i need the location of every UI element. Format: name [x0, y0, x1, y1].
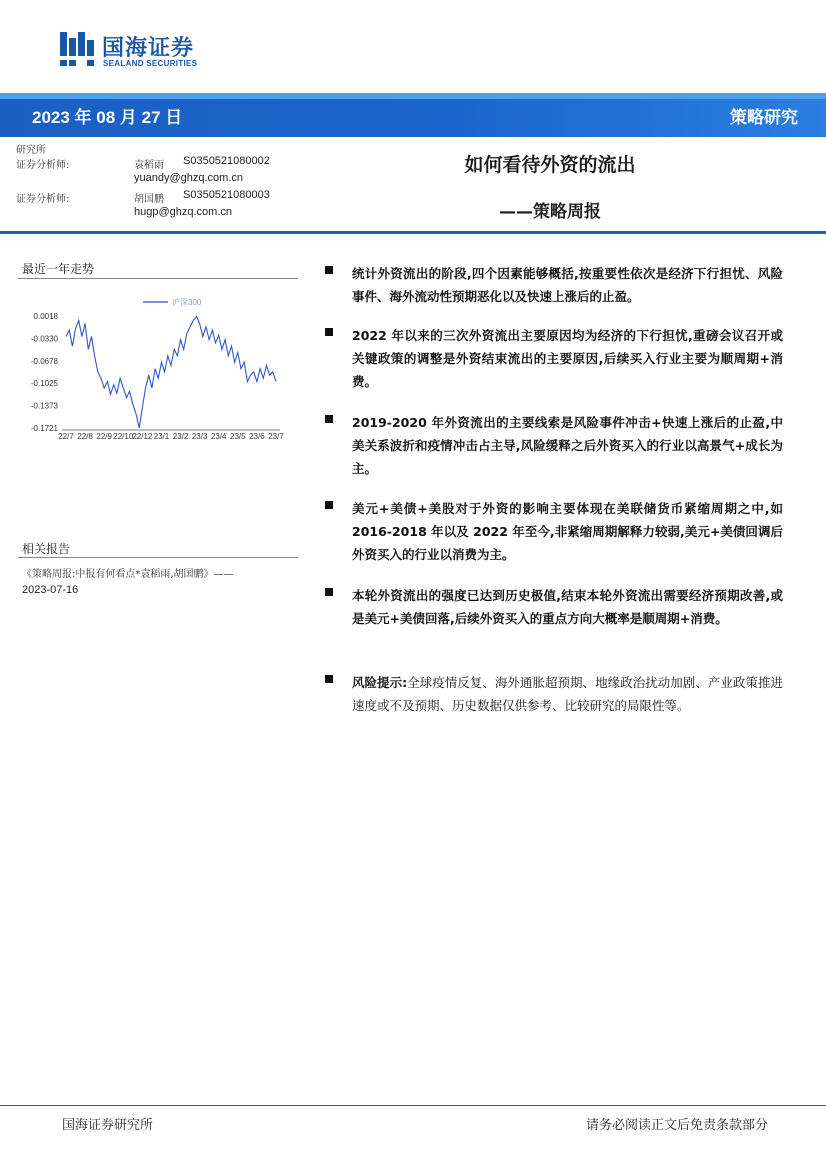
x-tick-label: 23/1	[153, 432, 170, 441]
legend-label: 沪深300	[172, 298, 202, 307]
analyst-email[interactable]: hugp@ghzq.com.cn	[134, 206, 233, 218]
x-tick-label: 22/10	[113, 432, 134, 441]
analyst-role: 证券分析师:	[16, 160, 70, 171]
x-tick-label: 22/8	[77, 432, 93, 441]
banner-stripe	[0, 93, 826, 99]
footer-institute: 国海证券研究所	[62, 1118, 154, 1133]
x-tick-label: 23/2	[172, 432, 189, 441]
report-category: 策略研究	[730, 108, 798, 128]
bullet-square-icon	[325, 328, 333, 336]
bullet-square-icon	[325, 675, 333, 683]
related-report-date: 2023-07-16	[22, 584, 79, 596]
related-report-link[interactable]: 《策略周报:中报有何看点*袁稻雨,胡国鹏》——	[22, 569, 234, 580]
bullet-text: 2019-2020 年外资流出的主要线索是风险事件冲击+快速上涨后的止盈,中美关系波折和疫情冲击占主导,风险缓释之后外资买入的行业以高景气+成长为主。	[352, 415, 783, 476]
brand-logo	[58, 30, 218, 70]
x-tick-labels	[58, 432, 284, 441]
analyst-id: S0350521080002	[183, 155, 270, 167]
y-tick-label: -0.1721	[30, 424, 58, 433]
x-tick-label: 23/6	[249, 432, 265, 441]
related-heading-rule	[18, 557, 298, 558]
trend-heading-rule	[18, 278, 298, 279]
sealand-logo-icon	[58, 30, 96, 68]
x-tick-label: 23/5	[230, 432, 246, 441]
analyst-email[interactable]: yuandy@ghzq.com.cn	[134, 172, 244, 184]
analyst-id: S0350521080003	[183, 189, 270, 201]
brand-name-en: SEALAND SECURITIES	[103, 59, 198, 68]
bullet-text: 风险提示:全球疫情反复、海外通胀超预期、地缘政治扰动加剧、产业政策推进速度或不及预期、历史数据仅供参考、比较研究的局限性等。	[352, 675, 783, 713]
series-line-hs300	[66, 317, 276, 428]
bullet-square-icon	[325, 588, 333, 596]
footer-disclaimer[interactable]: 请务必阅读正文后免责条款部分	[585, 1118, 768, 1133]
x-tick-label: 22/12	[132, 432, 153, 441]
y-tick-label: 0.0018	[33, 312, 58, 321]
trend-chart-svg	[18, 292, 298, 442]
header-divider	[0, 231, 826, 234]
analyst-name: 袁稻雨	[134, 160, 164, 171]
report-subtitle: ——策略周报	[499, 202, 601, 222]
bullet-text: 2022 年以来的三次外资流出主要原因均为经济的下行担忧,重磅会议召开或关键政策的调整是外资结束流出的主要原因,后续买入行业主要为顺周期+消费。	[352, 328, 783, 389]
bullet-text: 美元+美债+美股对于外资的影响主要体现在美联储货币紧缩周期之中,如 2016-2018 年以及 2022 年至今,非紧缩周期解释力较弱,美元+美债回调后外资买入的行业以消费为主。	[352, 501, 783, 562]
report-title: 如何看待外资的流出	[464, 154, 636, 176]
bullet-square-icon	[325, 266, 333, 274]
analyst-name: 胡国鹏	[134, 194, 164, 205]
bullet-square-icon	[325, 415, 333, 423]
y-tick-label: -0.1373	[30, 401, 58, 411]
x-tick-label: 23/3	[191, 432, 208, 441]
y-tick-labels	[31, 312, 59, 433]
y-tick-label: -0.1025	[30, 379, 58, 389]
trend-chart	[18, 292, 298, 442]
bullet-square-icon	[325, 501, 333, 509]
footer-rule	[0, 1105, 826, 1106]
x-tick-label: 22/9	[96, 432, 112, 441]
analyst-role: 证券分析师:	[16, 194, 70, 205]
department: 研究所	[16, 145, 46, 156]
bullet-text: 本轮外资流出的强度已达到历史极值,结束本轮外资流出需要经济预期改善,或是美元+美债回落,后续外资买入的重点方向大概率是顺周期+消费。	[352, 588, 783, 626]
x-tick-label: 23/7	[268, 432, 284, 441]
brand-name-cn: 国海证券	[102, 36, 195, 61]
x-tick-label: 22/7	[58, 432, 74, 441]
trend-heading: 最近一年走势	[22, 262, 95, 276]
x-tick-label: 23/4	[210, 432, 227, 441]
report-date: 2023 年 08 月 27 日	[32, 108, 183, 127]
y-tick-label: -0.0330	[30, 334, 58, 344]
related-heading: 相关报告	[22, 542, 71, 556]
y-tick-label: -0.0678	[30, 356, 58, 366]
bullet-text: 统计外资流出的阶段,四个因素能够概括,按重要性依次是经济下行担忧、风险事件、海外流动性预期恶化以及快速上涨后的止盈。	[352, 266, 783, 304]
